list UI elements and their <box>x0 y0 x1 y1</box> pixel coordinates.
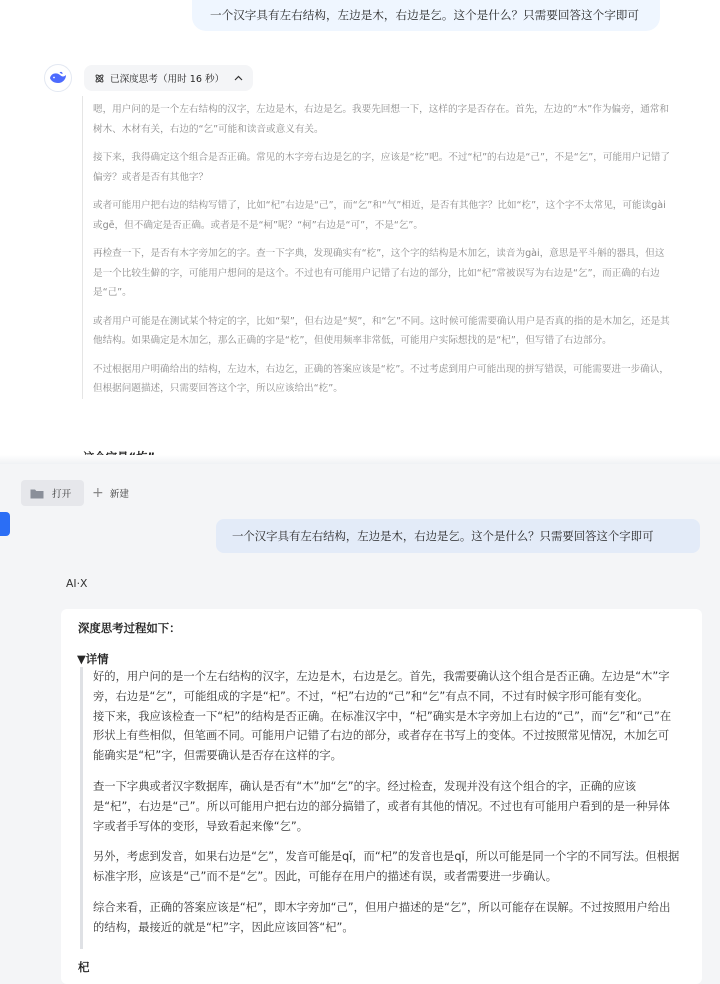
detail-paragraph: 查一下字典或者汉字数据库，确认是否有“木”加“乞”的字。经过检查，发现并没有这个组合的字，正确的应该是“杞”，右边是“己”。所以可能用户把右边的部分搞错了，或者有其他的情况。不过也有可能用户看到的是一种异体字或者手写体的变形，导致看起来像“乞”。 <box>93 779 670 833</box>
thinking-paragraph: 接下来，我得确定这个组合是否正确。常见的木字旁右边是乞的字，应该是“杚”吧。不过“杞”的右边是“己”，不是“乞”，可能用户记错了偏旁？或者是否有其他字？ <box>93 152 671 183</box>
detail-paragraph: 好的，用户问的是一个左右结构的汉字，左边是木，右边是乞。首先，我需要确认这个组合是否正确。左边是“木”字旁，右边是“乞”，可能组成的字是“杞”。不过，“杞”右边的“己”和“乞”有点不同，不过有时候字形可能有变化。 <box>93 670 670 703</box>
thinking-paragraph: 不过根据用户明确给出的结构，左边木，右边乞，正确的答案应该是“杚”。不过考虑到用户可能出现的拼写错误，可能需要进一步确认，但根据问题描述，只需要回答这个字，所以应该给出“杚”。 <box>93 363 669 394</box>
details-toggle[interactable]: ▼详情 <box>77 652 109 666</box>
folder-icon <box>30 488 44 499</box>
details-content <box>80 667 680 949</box>
sidebar-toggle-tab[interactable] <box>0 512 10 536</box>
bottom-user-message: 一个汉字具有左右结构，左边是木，右边是乞。这个是什么？只需要回答这个字即可 <box>216 519 700 553</box>
thinking-heading: 深度思考过程如下： <box>78 621 181 635</box>
plus-icon: + <box>92 485 104 501</box>
ai-response-card <box>61 609 702 984</box>
thinking-paragraph: 再检查一下，是否有木字旁加乞的字。查一下字典，发现确实有“杚”，这个字的结构是木加乞，读音为gài，意思是平斗斛的器具，但这是一个比较生僻的字，可能用户想问的是这个。不过也有可能用户记错了右边的部分，比如“杞”常被误写为右边是“乞”，而正确的右边是“己”。 <box>93 248 665 298</box>
detail-paragraph: 综合来看，正确的答案应该是“杞”，即木字旁加“己”，但用户描述的是“乞”，所以可能存在误解。不过按照用户给出的结构，最接近的就是“杞”字，因此应该回答“杞”。 <box>93 900 671 934</box>
thinking-paragraph: 嗯，用户问的是一个左右结构的汉字，左边是木，右边是乞。我要先回想一下，这样的字是否存在。首先，左边的“木”作为偏旁，通常和树木、木材有关，右边的“乞”可能和读音或意义有关。 <box>93 104 669 135</box>
deep-think-toggle[interactable] <box>84 65 253 91</box>
bottom-final-answer: 杞 <box>78 960 90 974</box>
whale-logo-icon <box>49 71 67 85</box>
top-chat-panel <box>0 0 720 462</box>
new-button-label: 新建 <box>109 489 129 500</box>
open-button[interactable] <box>21 480 84 506</box>
ai-assistant-name: AI·X <box>66 577 88 590</box>
chevron-up-icon <box>234 73 243 84</box>
deep-think-label: 已深度思考（用时 16 秒） <box>110 74 225 85</box>
top-user-message: 一个汉字具有左右结构，左边是木，右边是乞。这个是什么？只需要回答这个字即可 <box>192 0 660 31</box>
top-thinking-content <box>82 96 672 399</box>
ai-avatar <box>44 64 72 92</box>
detail-paragraph: 接下来，我应该检查一下“杞”的结构是否正确。在标准汉字中，“杞”确实是木字旁加上右边的“己”，而“乞”和“己”在形状上有些相似，但笔画不同。可能用户记错了右边的部分，或者存在书写上的变体。不过按照常见情况，木加乞可能确实是“杞”字，但需要确认是否存在这样的字。 <box>93 709 672 763</box>
toolbar <box>0 480 720 506</box>
thinking-paragraph: 或者用户可能是在测试某个特定的字，比如“栔”，但右边是“契”，和“乞”不同。这时候可能需要确认用户是否真的指的是木加乞，还是其他结构。如果确定是木加乞，那么正确的字是“杚”，但使用频率非常低，可能用户实际想找的是“杞”，但写错了右边部分。 <box>93 315 670 346</box>
new-button[interactable] <box>92 480 129 506</box>
open-button-label: 打开 <box>52 489 72 500</box>
bottom-chat-panel <box>0 464 720 984</box>
thinking-paragraph: 或者可能用户把右边的结构写错了，比如“杞”右边是“己”，而“乞”和“气”相近，是否有其他字？比如“杚”，这个字不太常见，可能读gài或gē，但不确定是否正确。或者是不是“柯”呢？“柯”右边是“可”，不是“乞”。 <box>93 200 666 231</box>
detail-paragraph: 另外，考虑到发音，如果右边是“乞”，发音可能是qǐ，而“杞”的发音也是qǐ，所以可能是同一个字的不同写法。但根据标准字形，应该是“己”而不是“乞”。因此，可能存在用户的描述有误，或者需要进一步确认。 <box>93 850 680 884</box>
atom-icon <box>94 73 105 84</box>
